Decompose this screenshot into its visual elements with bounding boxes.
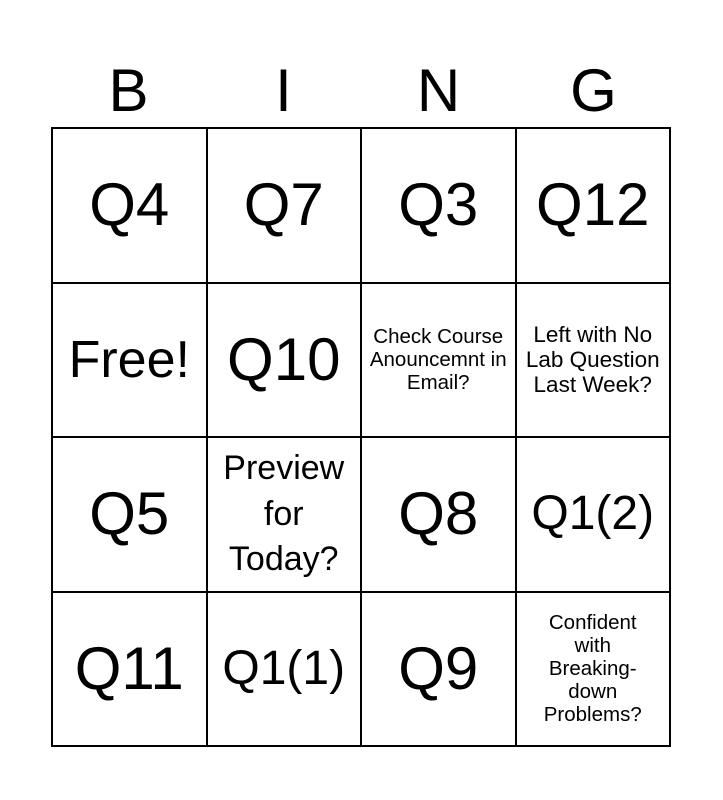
- cell-label: Q5: [89, 480, 170, 548]
- header-letter-n: N: [416, 57, 461, 124]
- cell-label: Q12: [536, 171, 650, 239]
- bingo-cell-r1-c3[interactable]: [362, 129, 517, 284]
- bingo-cell-free[interactable]: [53, 284, 208, 439]
- bingo-cell-r3-c2[interactable]: [208, 438, 363, 593]
- cell-label: Check Course Anouncemnt in Email?: [369, 325, 507, 395]
- cell-label: Q7: [243, 171, 324, 239]
- bingo-cell-r1-c1[interactable]: [53, 129, 208, 284]
- header-letter-g: G: [570, 57, 617, 124]
- cell-label: Free!: [68, 330, 190, 389]
- bingo-header: [51, 55, 671, 127]
- cell-label: Q1(1): [222, 641, 346, 695]
- bingo-cell-r3-c1[interactable]: [53, 438, 208, 593]
- header-letter-i: I: [275, 57, 292, 124]
- cell-label: Q1(2): [531, 487, 655, 541]
- bingo-cell-r4-c3[interactable]: [362, 593, 517, 748]
- cell-label: Q3: [398, 171, 479, 239]
- cell-label: Confident with Breaking-down Problems?: [543, 610, 642, 727]
- bingo-cell-r3-c3[interactable]: [362, 438, 517, 593]
- cell-label: Preview for Today?: [223, 449, 345, 578]
- bingo-cell-r2-c3[interactable]: [362, 284, 517, 439]
- bingo-cell-r1-c4[interactable]: [517, 129, 672, 284]
- bingo-cell-r3-c4[interactable]: [517, 438, 672, 593]
- bingo-cell-r2-c2[interactable]: [208, 284, 363, 439]
- bingo-cell-r4-c2[interactable]: [208, 593, 363, 748]
- cell-label: Q8: [398, 480, 479, 548]
- bingo-cell-r4-c4[interactable]: [517, 593, 672, 748]
- bingo-cell-r2-c4[interactable]: [517, 284, 672, 439]
- cell-label: Q4: [89, 171, 170, 239]
- cell-label: Left with No Lab Question Last Week?: [525, 321, 660, 398]
- bingo-cell-r1-c2[interactable]: [208, 129, 363, 284]
- cell-label: Q10: [227, 325, 341, 393]
- header-letter-b: B: [108, 57, 149, 124]
- cell-label: Q9: [398, 634, 479, 702]
- bingo-board: [51, 127, 671, 747]
- bingo-cell-r4-c1[interactable]: [53, 593, 208, 748]
- cell-label: Q11: [74, 634, 184, 702]
